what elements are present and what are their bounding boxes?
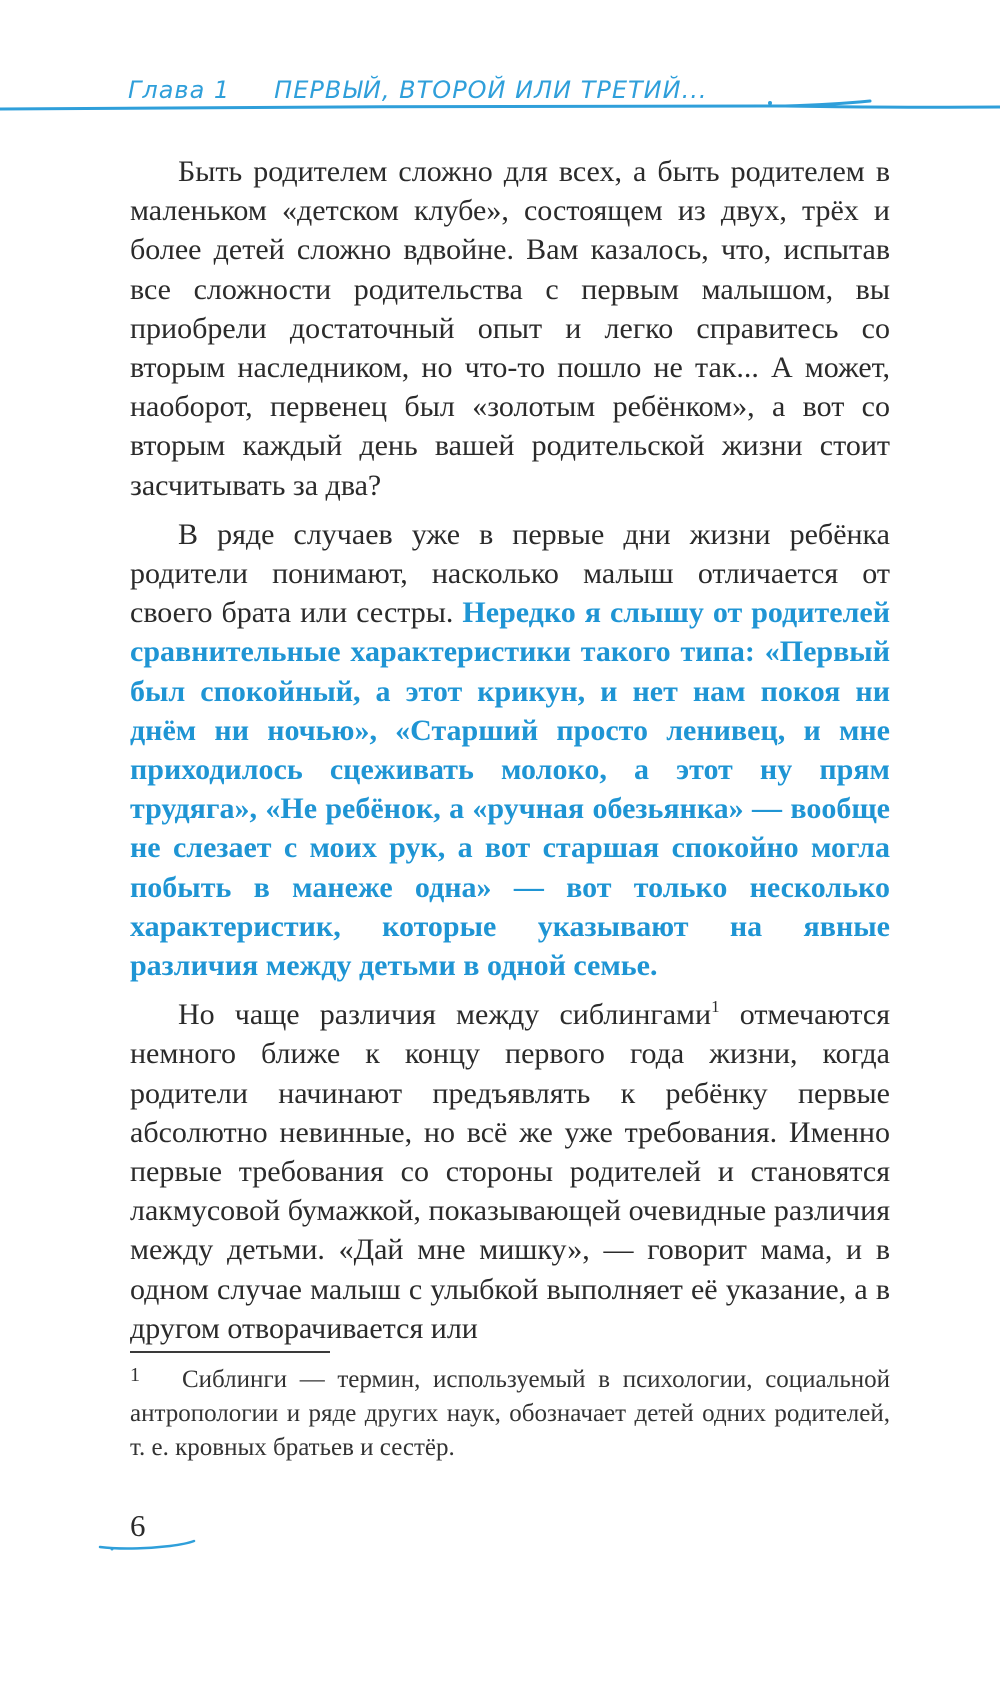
paragraph-2-plain: В ряде случаев уже в первые дни жизни ребёнка родители понимают, насколько малыш отличается от своего брата или сестры.: [130, 517, 890, 630]
paragraph-2: [130, 515, 890, 985]
footnote: [130, 1358, 890, 1465]
footnote-reference[interactable]: 1: [711, 997, 720, 1017]
chapter-title: ПЕРВЫЙ, ВТОРОЙ ИЛИ ТРЕТИЙ...: [274, 76, 708, 104]
header-rule: [0, 98, 1000, 118]
paragraph-3-rest: отмечаются немного ближе к концу первого года жизни, когда родители начинают предъявлять к ребёнку первые абсолютно невинные, но всё же уже требования. Именно первые требования со стороны родителей и становятся лакмусовой бумажкой, показывающей очевидные различия между детьми. «Дай мне мишку», — говорит мама, и в одном случае малыш с улыбкой выполняет её указание, а в другом отворачивается или: [130, 998, 890, 1345]
paragraph-3: [130, 995, 890, 1348]
paragraph-2-highlight: Нередко я слышу от родителей сравнительные характеристики такого типа: «Первый был спокойный, а этот крикун, и нет нам покоя ни днём ни ночью», «Старший просто ленивец, и мне приходилось сцеживать молоко, а этот ну прям трудяга», «Не ребёнок, а «ручная обезьянка» — вообще не слезает с моих рук, а вот старшая спокойно могла побыть в манеже одна» — вот только несколько характеристик, которые указывают на явные различия между детьми в одной семье.: [130, 596, 890, 983]
chapter-label: Глава 1: [128, 76, 231, 104]
footnote-text: Сиблинги — термин, используемый в психологии, социальной антропологии и ряде других наук, обозначает детей одних родителей, т. е. кровных братьев и сестёр.: [130, 1366, 890, 1461]
page-number: 6: [130, 1508, 146, 1543]
paragraph-1: Быть родителем сложно для всех, а быть родителем в маленьком «детском клубе», состоящем из двух, трёх и более детей сложно вдвойне. Вам казалось, что, испытав все сложности родительства с первым малышом, вы приобрели достаточный опыт и легко справитесь со вторым наследником, но что-то пошло не так... А может, наоборот, первенец был «золотым ребёнком», а вот со вторым каждый день вашей родительской жизни стоит засчитывать за два?: [130, 155, 890, 502]
paragraph-3-start: Но чаще различия между сиблингами: [178, 998, 712, 1032]
page-number-swash: [98, 1538, 198, 1552]
body-text: [130, 152, 890, 1358]
footnote-divider: [130, 1351, 330, 1353]
footnote-mark: 1: [130, 1364, 140, 1386]
